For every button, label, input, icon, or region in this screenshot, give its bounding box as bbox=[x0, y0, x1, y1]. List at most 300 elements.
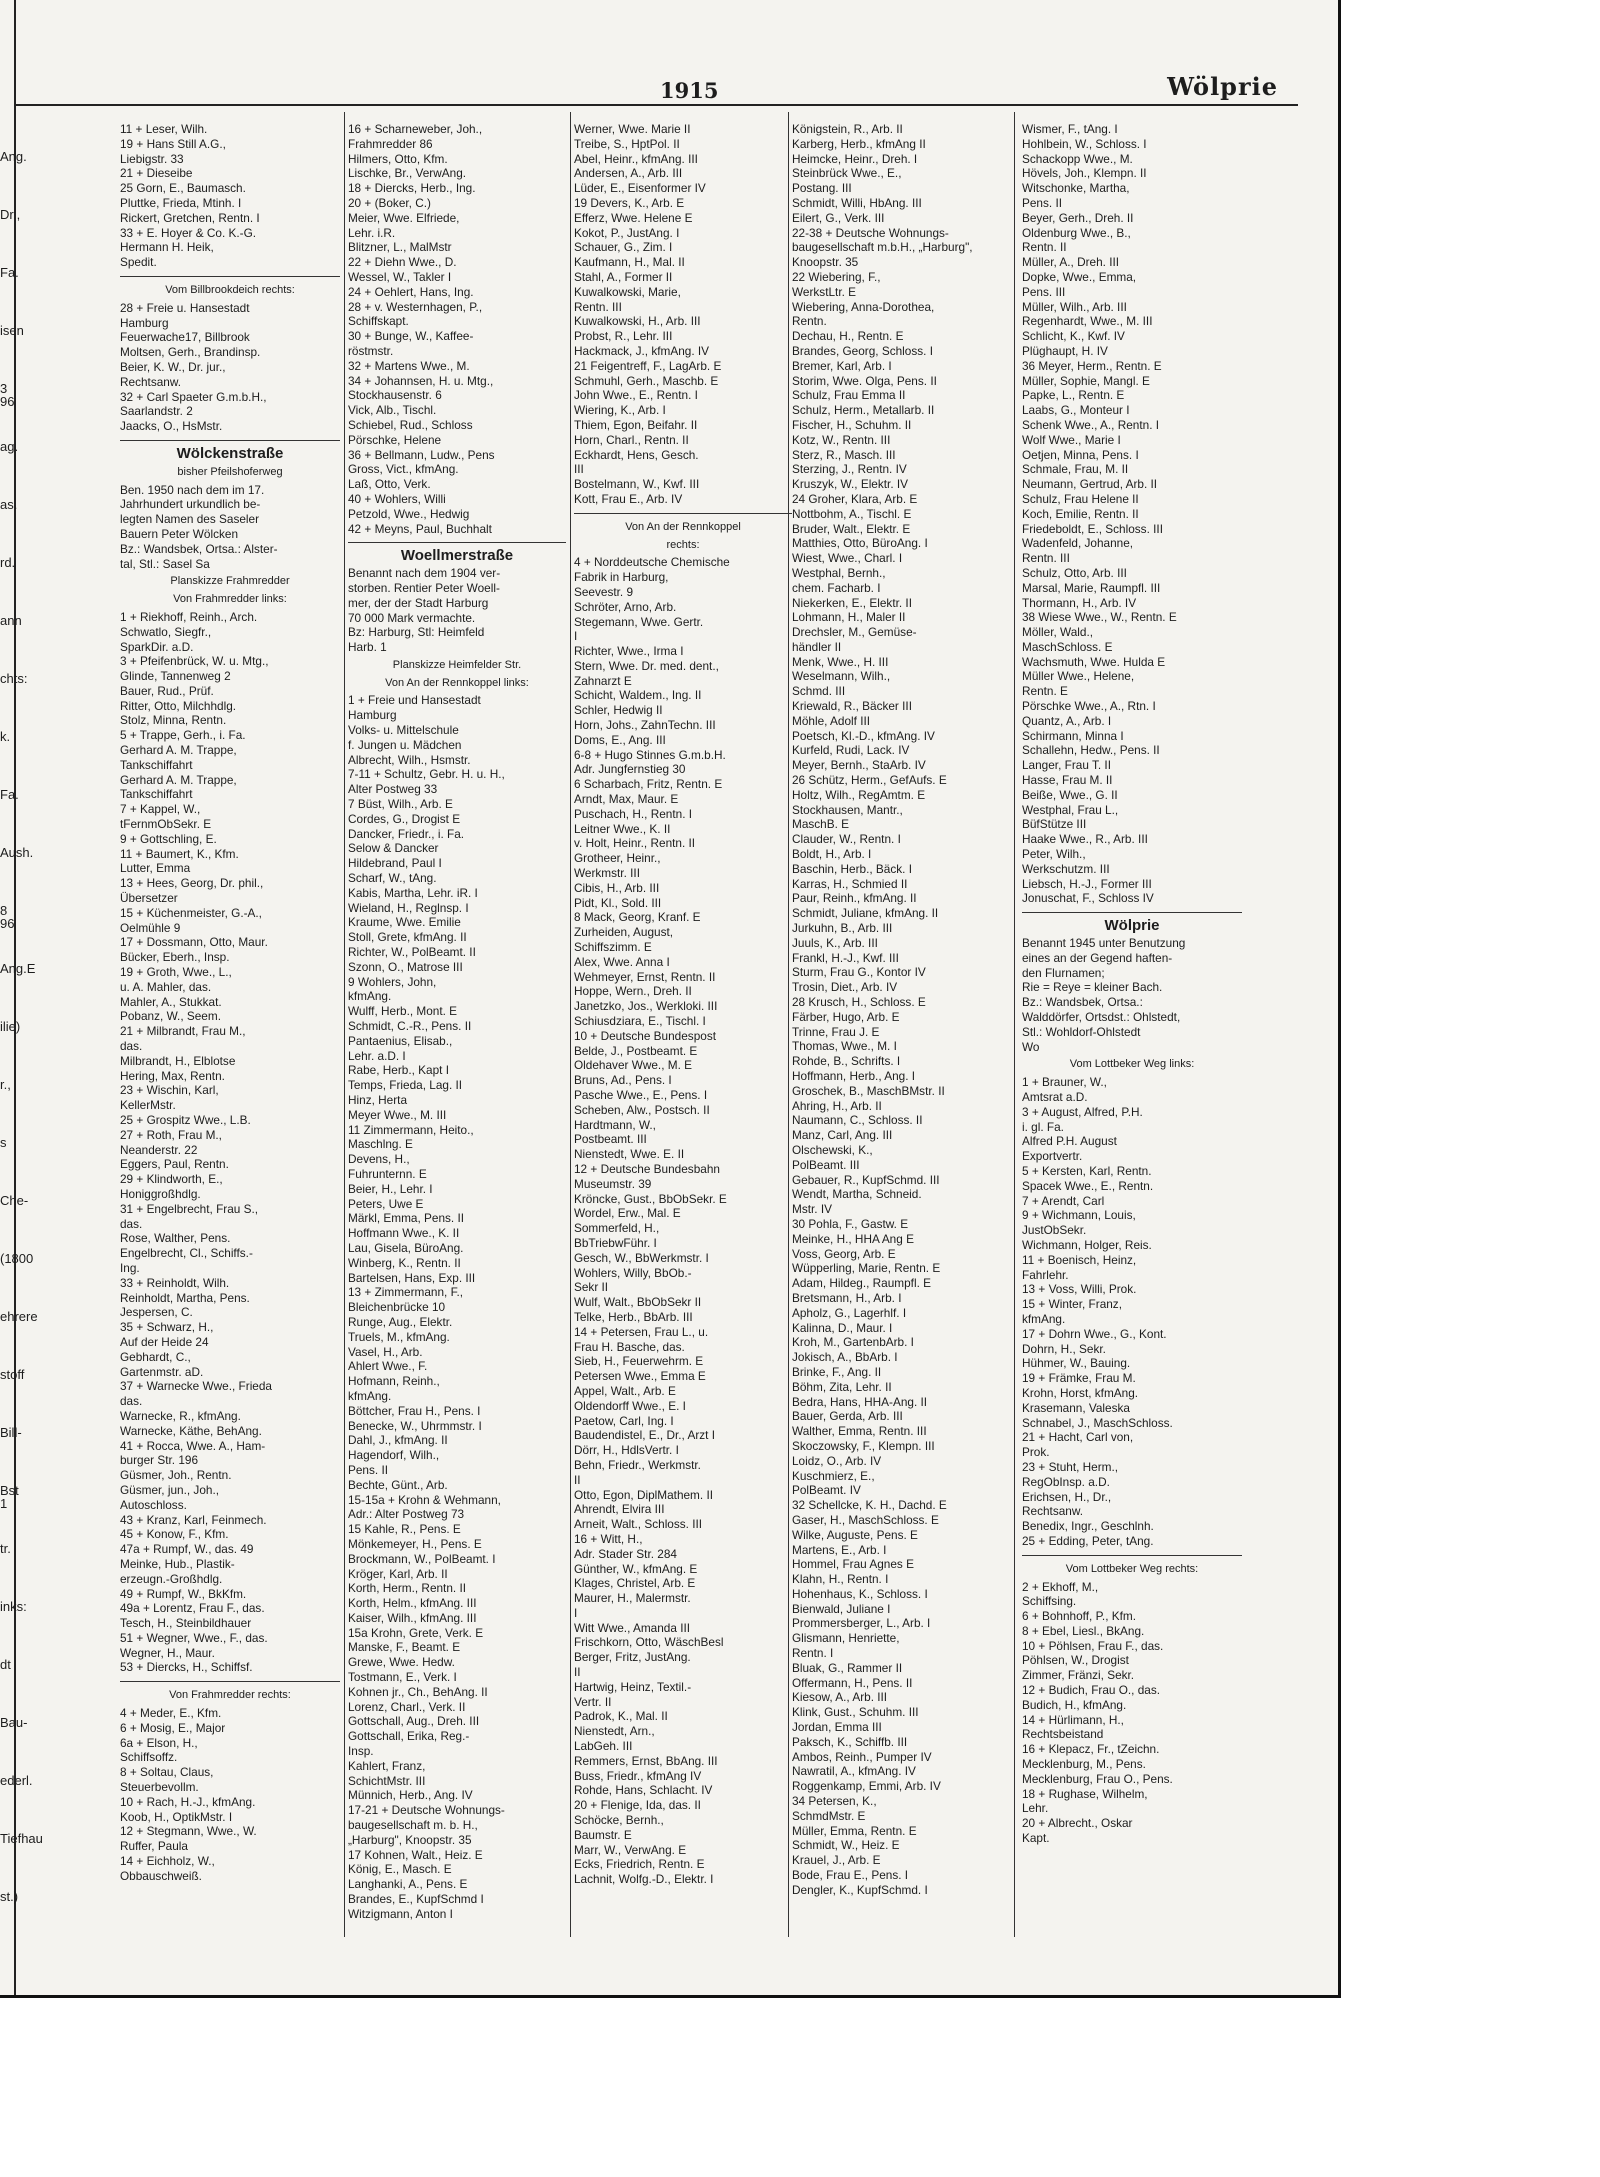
directory-entry: 49a + Lorentz, Frau F., das. bbox=[120, 1601, 265, 1616]
directory-entry: Gaser, H., MaschSchloss. E bbox=[792, 1512, 939, 1527]
margin-fragment: ederl. bbox=[0, 1773, 33, 1788]
margin-fragment: Dr., bbox=[0, 207, 21, 222]
directory-entry: Insp. bbox=[348, 1744, 374, 1759]
directory-entry: LabGeh. III bbox=[574, 1739, 633, 1754]
margin-fragment: k. bbox=[0, 729, 11, 744]
margin-fragment: Ang. bbox=[0, 149, 27, 164]
directory-entry: Thomas, Wwe., M. I bbox=[792, 1039, 897, 1054]
directory-entry: Wismer, F., tAng. I bbox=[1022, 122, 1118, 136]
directory-entry: Pöhlsen, W., Drogist bbox=[1022, 1653, 1129, 1668]
header-keyword: Wölprie bbox=[1167, 72, 1278, 101]
directory-entry: 40 + Wohlers, Willi bbox=[348, 491, 446, 506]
directory-entry: 15a Krohn, Grete, Verk. E bbox=[348, 1625, 484, 1640]
margin-fragment: r., bbox=[0, 1077, 11, 1092]
directory-entry: Schmale, Frau, M. II bbox=[1022, 462, 1129, 477]
directory-entry: Karras, H., Schmied II bbox=[792, 876, 908, 891]
directory-entry: Petzold, Wwe., Hedwig bbox=[348, 506, 470, 521]
directory-entry: Hagendorf, Wilh., bbox=[348, 1448, 440, 1463]
directory-entry: Sekr II bbox=[574, 1280, 609, 1295]
directory-entry: Pörschke Wwe., A., Rtn. I bbox=[1022, 699, 1156, 714]
directory-entry: Peter, Wilh., bbox=[1022, 847, 1086, 862]
directory-entry: Wiebering, Anna-Dorothea, bbox=[792, 299, 935, 314]
directory-entry: Skoczowsky, F., Klempn. III bbox=[792, 1438, 935, 1453]
directory-entry: Schmidt, Willi, HbAng. III bbox=[792, 195, 922, 210]
directory-entry: Schenk Wwe., A., Rentn. I bbox=[1022, 417, 1160, 432]
directory-entry: Thiem, Egon, Beifahr. II bbox=[574, 417, 698, 432]
margin-fragment: Bill- bbox=[0, 1425, 22, 1440]
margin-fragment: ehrere bbox=[0, 1309, 38, 1324]
directory-entry: Prommersberger, L., Arb. I bbox=[792, 1616, 931, 1631]
directory-entry: Janetzko, Jos., Werkloki. III bbox=[574, 999, 718, 1014]
directory-entry: Frau H. Basche, das. bbox=[574, 1339, 685, 1354]
directory-entry: Moltsen, Gerh., Brandinsp. bbox=[120, 345, 261, 360]
directory-entry: Laß, Otto, Verk. bbox=[348, 477, 431, 492]
margin-fragment: chts: bbox=[0, 671, 28, 686]
directory-entry: 25 + Edding, Peter, tAng. bbox=[1022, 1533, 1154, 1548]
directory-entry: Trosin, Diet., Arb. IV bbox=[792, 980, 898, 995]
directory-entry: Frahmredder 86 bbox=[348, 136, 433, 151]
directory-entry: Lischke, Br., VerwAng. bbox=[348, 166, 467, 181]
margin-fragment: Ang.E bbox=[0, 961, 36, 976]
directory-entry: Beyer, Gerh., Dreh. II bbox=[1022, 210, 1134, 225]
directory-entry: Langer, Frau T. II bbox=[1022, 758, 1111, 773]
directory-entry: Wachsmuth, Wwe. Hulda E bbox=[1022, 654, 1166, 669]
directory-entry: Schicht, Waldem., Ing. II bbox=[574, 688, 702, 703]
directory-entry: Schiffsing. bbox=[1022, 1594, 1077, 1609]
margin-fragment: 8 96 bbox=[0, 903, 15, 931]
directory-entry: Hoppe, Wern., Dreh. II bbox=[574, 984, 692, 999]
directory-entry: Klages, Christel, Arb. E bbox=[574, 1576, 696, 1591]
directory-entry: 19 + Främke, Frau M. bbox=[1022, 1371, 1136, 1386]
directory-entry: Schler, Hedwig II bbox=[574, 703, 663, 718]
directory-entry: 2 + Ekhoff, M., bbox=[1022, 1579, 1099, 1594]
directory-entry: Haake Wwe., R., Arb. III bbox=[1022, 832, 1148, 847]
directory-entry: Rentn. II bbox=[1022, 240, 1067, 255]
directory-entry: das. bbox=[120, 1216, 143, 1231]
directory-entry: Krauel, J., Arb. E bbox=[792, 1853, 881, 1868]
directory-entry: Schmuhl, Gerh., Maschb. E bbox=[574, 373, 719, 388]
margin-fragment: Che- bbox=[0, 1193, 29, 1208]
directory-entry: Bremer, Karl, Arb. I bbox=[792, 358, 892, 373]
directory-entry: Leitner Wwe., K. II bbox=[574, 821, 671, 836]
directory-entry: Gartenmstr. aD. bbox=[120, 1364, 204, 1379]
directory-column-4 bbox=[792, 122, 1007, 1927]
directory-entry: Treibe, S., HptPol. II bbox=[574, 136, 680, 151]
directory-entry: Alex, Wwe. Anna I bbox=[574, 954, 670, 969]
directory-entry: Gross, Vict., kfmAng. bbox=[348, 462, 459, 477]
directory-entry: Belde, J., Postbeamt. E bbox=[574, 1043, 698, 1058]
directory-entry: Rentn. E bbox=[1022, 684, 1068, 699]
directory-entry: Tankschiffahrt bbox=[120, 757, 193, 772]
directory-entry: Schiffsoffz. bbox=[120, 1750, 178, 1765]
directory-column-3 bbox=[574, 122, 792, 1927]
street-title: Woellmerstraße bbox=[400, 547, 514, 565]
directory-entry: Tankschiffahrt bbox=[120, 787, 193, 802]
directory-entry: Schmidt, C.-R., Pens. II bbox=[348, 1019, 472, 1034]
directory-entry: Baumstr. E bbox=[574, 1827, 632, 1842]
directory-entry: 8 + Soltau, Claus, bbox=[120, 1765, 214, 1780]
directory-entry: 17 + Dossmann, Otto, Maur. bbox=[120, 935, 268, 950]
directory-entry: 9 + Gottschling, E. bbox=[120, 831, 217, 846]
directory-entry: 21 + Hacht, Carl von, bbox=[1022, 1430, 1134, 1445]
directory-entry: Krasemann, Valeska bbox=[1022, 1400, 1130, 1415]
directory-entry: Kabis, Martha, Lehr. iR. I bbox=[348, 885, 478, 900]
section-note: Vom Lottbeker Weg links: bbox=[1069, 1058, 1195, 1071]
directory-entry: Frischkorn, Otto, WäschBesl bbox=[574, 1635, 724, 1650]
directory-entry: 15 + Küchenmeister, G.-A., bbox=[120, 905, 262, 920]
directory-entry: Walddörfer, Ortsdst.: Ohlstedt, bbox=[1022, 1010, 1181, 1025]
directory-entry: I bbox=[574, 1605, 578, 1620]
directory-entry: Schwatlo, Siegfr., bbox=[120, 624, 212, 639]
directory-entry: Temps, Frieda, Lag. II bbox=[348, 1078, 463, 1093]
directory-entry: Horn, Charl., Rentn. II bbox=[574, 432, 689, 447]
directory-entry: 24 Groher, Klara, Arb. E bbox=[792, 491, 918, 506]
directory-entry: Ahlert Wwe., F. bbox=[348, 1359, 428, 1374]
directory-entry: Schröter, Arno, Arb. bbox=[574, 599, 677, 614]
directory-entry: 6 + Bohnhoff, P., Kfm. bbox=[1022, 1609, 1137, 1624]
directory-entry: Märkl, Emma, Pens. II bbox=[348, 1211, 465, 1226]
directory-entry: Regenhardt, Wwe., M. III bbox=[1022, 314, 1153, 329]
directory-entry: Exportvertr. bbox=[1022, 1149, 1083, 1164]
directory-entry: 16 + Klepacz, Fr., tZeichn. bbox=[1022, 1742, 1160, 1757]
margin-fragment: rd. bbox=[0, 555, 16, 570]
directory-entry: 19 + Groth, Wwe., L., bbox=[120, 965, 232, 980]
directory-entry: Warnecke, R., kfmAng. bbox=[120, 1408, 241, 1423]
directory-entry: Baschin, Herb., Bäck. I bbox=[792, 861, 912, 876]
directory-entry: 32 Schellcke, K. H., Dachd. E bbox=[792, 1498, 947, 1513]
directory-entry: Fahrlehr. bbox=[1022, 1267, 1069, 1282]
directory-entry: Mahler, A., Stukkat. bbox=[120, 994, 222, 1009]
directory-entry: Müller, A., Dreh. III bbox=[1022, 255, 1120, 270]
directory-entry: Menk, Wwe., H. III bbox=[792, 654, 889, 669]
directory-entry: 8 + Ebel, Liesl., BkAng. bbox=[1022, 1623, 1145, 1638]
directory-entry: 15 Kahle, R., Pens. E bbox=[348, 1522, 461, 1537]
directory-entry: 36 + Bellmann, Ludw., Pens bbox=[348, 447, 495, 462]
directory-entry: Harb. 1 bbox=[348, 640, 387, 655]
directory-entry: Kaufmann, H., Mal. II bbox=[574, 255, 685, 270]
directory-entry: Lehr. bbox=[1022, 1801, 1049, 1816]
directory-entry: 25 Gorn, E., Baumasch. bbox=[120, 181, 246, 196]
directory-entry: 15 + Winter, Franz, bbox=[1022, 1297, 1122, 1312]
directory-entry: Korth, Helm., kfmAng. III bbox=[348, 1596, 477, 1611]
directory-entry: Oldendorff Wwe., E. I bbox=[574, 1398, 686, 1413]
directory-entry: Paur, Reinh., kfmAng. II bbox=[792, 891, 917, 906]
directory-entry: Günther, W., kfmAng. E bbox=[574, 1561, 698, 1576]
directory-entry: Rabe, Herb., Kapt I bbox=[348, 1063, 449, 1078]
directory-entry: Postbeamt. III bbox=[574, 1132, 647, 1147]
margin-fragment: (1800 bbox=[0, 1251, 34, 1266]
directory-entry: Laabs, G., Monteur I bbox=[1022, 403, 1130, 418]
directory-column-1 bbox=[120, 122, 340, 1927]
directory-entry: Hohlbein, W., Schloss. I bbox=[1022, 136, 1147, 151]
section-rule bbox=[120, 276, 340, 277]
directory-entry: Baudendistel, E., Dr., Arzt I bbox=[574, 1428, 715, 1443]
directory-entry: Hering, Max, Rentn. bbox=[120, 1068, 225, 1083]
directory-entry: v. Holt, Heinr., Rentn. II bbox=[574, 836, 696, 851]
directory-entry: Bauer, Rud., Prüf. bbox=[120, 683, 214, 698]
section-rule bbox=[120, 440, 340, 441]
directory-entry: Königstein, R., Arb. II bbox=[792, 122, 903, 136]
directory-entry: Schirmann, Minna I bbox=[1022, 728, 1124, 743]
directory-entry: 41 + Rocca, Wwe. A., Ham- bbox=[120, 1438, 266, 1453]
directory-entry: Eggers, Paul, Rentn. bbox=[120, 1157, 229, 1172]
directory-entry: Hommel, Frau Agnes E bbox=[792, 1557, 914, 1572]
directory-entry: Wadenfeld, Johanne, bbox=[1022, 536, 1134, 551]
directory-entry: Hövels, Joh., Klempn. II bbox=[1022, 166, 1147, 181]
directory-entry: Liebigstr. 33 bbox=[120, 151, 184, 166]
directory-entry: Plüghaupt, H. IV bbox=[1022, 343, 1108, 358]
directory-entry: Boldt, H., Arb. I bbox=[792, 847, 872, 862]
column-divider bbox=[570, 112, 571, 1937]
directory-entry: Devens, H., bbox=[348, 1152, 410, 1167]
directory-entry: Jokisch, A., BbArb. I bbox=[792, 1350, 898, 1365]
directory-entry: Dengler, K., KupfSchmd. I bbox=[792, 1882, 928, 1897]
directory-entry: Warnecke, Käthe, BehAng. bbox=[120, 1423, 262, 1438]
directory-entry: Pobanz, W., Seem. bbox=[120, 1009, 221, 1024]
directory-entry: PolBeamt. III bbox=[792, 1157, 860, 1172]
directory-entry: Cordes, G., Drogist E bbox=[348, 811, 461, 826]
directory-entry: 16 + Witt, H., bbox=[574, 1531, 643, 1546]
directory-entry: 35 + Schwarz, H., bbox=[120, 1320, 214, 1335]
directory-entry: Abel, Heinr., kfmAng. III bbox=[574, 151, 698, 166]
directory-entry: Müller, Sophie, Mangl. E bbox=[1022, 373, 1150, 388]
directory-entry: Schackopp Wwe., M. bbox=[1022, 151, 1133, 166]
directory-entry: baugesellschaft m.b.H., „Harburg", bbox=[792, 240, 973, 255]
directory-entry: JustObSekr. bbox=[1022, 1223, 1087, 1238]
directory-entry: Marsal, Marie, Raumpfl. III bbox=[1022, 580, 1161, 595]
directory-entry: Meyer, Bernh., StaArb. IV bbox=[792, 758, 926, 773]
directory-entry: Scheben, Alw., Postsch. II bbox=[574, 1102, 710, 1117]
directory-entry: Behn, Friedr., Werkmstr. bbox=[574, 1457, 701, 1472]
directory-entry: Naumann, C., Schloss. II bbox=[792, 1113, 923, 1128]
directory-entry: 5 + Trappe, Gerh., i. Fa. bbox=[120, 728, 246, 743]
directory-entry: Nawratil, A., kfmAng. IV bbox=[792, 1764, 916, 1779]
directory-entry: 43 + Kranz, Karl, Feinmech. bbox=[120, 1512, 267, 1527]
directory-entry: Brandes, E., KupfSchmd I bbox=[348, 1892, 484, 1907]
directory-entry: Bienwald, Juliane I bbox=[792, 1601, 891, 1616]
directory-entry: SparkDir. a.D. bbox=[120, 639, 194, 654]
directory-entry: Arndt, Max, Maur. E bbox=[574, 792, 679, 807]
directory-entry: KellerMstr. bbox=[120, 1098, 176, 1113]
directory-entry: Bedra, Hans, HHA-Ang. II bbox=[792, 1394, 928, 1409]
directory-entry: Schulz, Frau Emma II bbox=[792, 388, 906, 403]
directory-entry: Peters, Uwe E bbox=[348, 1196, 424, 1211]
directory-entry: Kröncke, Gust., BbObSekr. E bbox=[574, 1191, 727, 1206]
directory-entry: 32 + Martens Wwe., M. bbox=[348, 358, 470, 373]
directory-entry: Oelmühle 9 bbox=[120, 920, 181, 935]
directory-entry: 20 + Albrecht., Oskar bbox=[1022, 1816, 1133, 1831]
directory-entry: Oldenburg Wwe., B., bbox=[1022, 225, 1131, 240]
margin-fragment: ag. bbox=[0, 439, 19, 454]
section-note: Von An der Rennkoppel bbox=[625, 520, 741, 533]
directory-entry: Wulff, Herb., Mont. E bbox=[348, 1004, 458, 1019]
directory-entry: Hildebrand, Paul I bbox=[348, 856, 442, 871]
directory-entry: Hackmack, J., kfmAng. IV bbox=[574, 343, 710, 358]
directory-entry: 32 + Carl Spaeter G.m.b.H., bbox=[120, 389, 267, 404]
directory-entry: Kohnen jr., Ch., BehAng. II bbox=[348, 1684, 488, 1699]
directory-entry: Dörr, H., HdlsVertr. I bbox=[574, 1443, 679, 1458]
directory-entry: Kuschmierz, E., bbox=[792, 1468, 875, 1483]
margin-fragment: Bst 1 bbox=[0, 1483, 19, 1511]
directory-entry: kfmAng. bbox=[1022, 1311, 1066, 1326]
directory-entry: Bauer, Gerda, Arb. III bbox=[792, 1409, 903, 1424]
directory-entry: Jordan, Emma III bbox=[792, 1720, 882, 1735]
directory-entry: Meyer Wwe., M. III bbox=[348, 1107, 447, 1122]
directory-entry: Hartwig, Heinz, Textil.- bbox=[574, 1679, 692, 1694]
directory-entry: Kraume, Wwe. Emilie bbox=[348, 915, 461, 930]
directory-entry: Ing. bbox=[120, 1260, 140, 1275]
directory-entry: Adr.: Alter Postweg 73 bbox=[348, 1507, 465, 1522]
directory-entry: Steuerbevollm. bbox=[120, 1780, 199, 1795]
directory-entry: Adr. Stader Str. 284 bbox=[574, 1546, 677, 1561]
directory-entry: Kurfeld, Rudi, Lack. IV bbox=[792, 743, 910, 758]
directory-entry: legten Namen des Saseler bbox=[120, 512, 260, 527]
section-rule bbox=[348, 542, 566, 543]
directory-entry: das. bbox=[120, 1039, 143, 1054]
directory-entry: Ritter, Otto, Milchhdlg. bbox=[120, 698, 237, 713]
directory-entry: Bruder, Walt., Elektr. E bbox=[792, 521, 911, 536]
directory-entry: 1 + Riekhoff, Reinh., Arch. bbox=[120, 609, 258, 624]
directory-entry: Truels, M., kfmAng. bbox=[348, 1329, 450, 1344]
directory-entry: Poetsch, Kl.-D., kfmAng. IV bbox=[792, 728, 935, 743]
street-title: Wölprie bbox=[1104, 917, 1160, 935]
directory-entry: 17 + Dohrn Wwe., G., Kont. bbox=[1022, 1326, 1167, 1341]
directory-entry: König, E., Masch. E bbox=[348, 1862, 452, 1877]
directory-entry: Rechtsanw. bbox=[120, 374, 181, 389]
directory-entry: PolBeamt. IV bbox=[792, 1483, 861, 1498]
directory-entry: Grotheer, Heinr., bbox=[574, 851, 661, 866]
directory-entry: 17-21 + Deutsche Wohnungs- bbox=[348, 1803, 505, 1818]
directory-entry: Wüpperling, Marie, Rentn. E bbox=[792, 1261, 941, 1276]
directory-entry: tal, Stl.: Sasel Sa bbox=[120, 556, 210, 571]
directory-entry: Bz.: Wandsbek, Ortsa.: Alster- bbox=[120, 541, 278, 556]
directory-entry: Oldehaver Wwe., M. E bbox=[574, 1058, 693, 1073]
section-note: rechts: bbox=[666, 538, 700, 551]
directory-entry: Hermann H. Heik, bbox=[120, 240, 214, 255]
directory-entry: Hühmer, W., Bauing. bbox=[1022, 1356, 1131, 1371]
directory-entry: 37 + Warnecke Wwe., Frieda bbox=[120, 1379, 272, 1394]
directory-entry: 6a + Elson, H., bbox=[120, 1735, 198, 1750]
directory-entry: MaschB. E bbox=[792, 817, 850, 832]
directory-entry: Weselmann, Wilh., bbox=[792, 669, 891, 684]
directory-entry: Hoffmann Wwe., K. II bbox=[348, 1226, 460, 1241]
directory-entry: Runge, Aug., Elektr. bbox=[348, 1314, 453, 1329]
directory-entry: Nienstedt, Arn., bbox=[574, 1724, 655, 1739]
directory-entry: 15-15a + Krohn & Wehmann, bbox=[348, 1492, 501, 1507]
directory-entry: Kiesow, A., Arb. III bbox=[792, 1690, 888, 1705]
directory-entry: Wulf, Walt., BbObSekr II bbox=[574, 1295, 702, 1310]
directory-entry: Bode, Frau E., Pens. I bbox=[792, 1868, 909, 1883]
directory-entry: Hilmers, Otto, Kfm. bbox=[348, 151, 448, 166]
directory-entry: Pens. II bbox=[1022, 195, 1062, 210]
directory-entry: Albrecht, Wilh., Hsmstr. bbox=[348, 752, 471, 767]
directory-entry: chem. Facharb. I bbox=[792, 580, 881, 595]
directory-entry: Schauer, G., Zim. I bbox=[574, 240, 673, 255]
directory-entry: Rechtsanw. bbox=[1022, 1504, 1083, 1519]
directory-entry: Gebauer, R., KupfSchmd. III bbox=[792, 1172, 940, 1187]
margin-fragment: st.) bbox=[0, 1889, 19, 1904]
directory-entry: 49 + Rumpf, W., BkKfm. bbox=[120, 1586, 247, 1601]
directory-entry: Selow & Dancker bbox=[348, 841, 439, 856]
directory-entry: Lohmann, H., Maler II bbox=[792, 610, 906, 625]
directory-entry: Lachnit, Wolfg.-D., Elektr. I bbox=[574, 1872, 714, 1887]
section-rule bbox=[1022, 912, 1242, 913]
directory-entry: Richter, W., PolBeamt. II bbox=[348, 945, 476, 960]
directory-entry: 18 + Diercks, Herb., Ing. bbox=[348, 181, 476, 196]
directory-entry: Hohenhaus, K., Schloss. I bbox=[792, 1586, 928, 1601]
directory-entry: Lutter, Emma bbox=[120, 861, 191, 876]
directory-entry: 1 + Brauner, W., bbox=[1022, 1075, 1107, 1090]
section-rule bbox=[1022, 1555, 1242, 1556]
column-divider bbox=[344, 112, 345, 1937]
directory-entry: Rohde, Hans, Schlacht. IV bbox=[574, 1783, 713, 1798]
directory-entry: Pluttke, Frieda, Mtinh. I bbox=[120, 195, 242, 210]
directory-entry: Storim, Wwe. Olga, Pens. II bbox=[792, 373, 937, 388]
directory-entry: Otto, Egon, DiplMathem. II bbox=[574, 1487, 713, 1502]
directory-entry: Groschek, B., MaschBMstr. II bbox=[792, 1083, 945, 1098]
directory-entry: Holtz, Wilh., RegAmtm. E bbox=[792, 787, 926, 802]
directory-entry: 17 Kohnen, Walt., Heiz. E bbox=[348, 1847, 483, 1862]
directory-entry: 19 Devers, K., Arb. E bbox=[574, 195, 685, 210]
directory-entry: 36 Meyer, Herm., Rentn. E bbox=[1022, 358, 1162, 373]
directory-entry: 4 + Norddeutsche Chemische bbox=[574, 555, 730, 570]
directory-entry: Mstr. IV bbox=[792, 1202, 832, 1217]
directory-entry: 22 Wiebering, F., bbox=[792, 269, 881, 284]
directory-entry: Prok. bbox=[1022, 1445, 1050, 1460]
directory-entry: Witt Wwe., Amanda III bbox=[574, 1620, 691, 1635]
directory-entry: Thormann, H., Arb. IV bbox=[1022, 595, 1137, 610]
directory-entry: Münnich, Herb., Ang. IV bbox=[348, 1788, 473, 1803]
directory-entry: Rentn. bbox=[792, 314, 827, 329]
directory-entry: 23 + Stuht, Herm., bbox=[1022, 1459, 1119, 1474]
directory-entry: 20 + (Boker, C.) bbox=[348, 195, 431, 210]
directory-entry: Buss, Friedr., kfmAng IV bbox=[574, 1768, 702, 1783]
margin-fragment: Aush. bbox=[0, 845, 34, 860]
directory-entry: „Harburg", Knoopstr. 35 bbox=[348, 1832, 472, 1847]
directory-entry: kfmAng. bbox=[348, 989, 392, 1004]
directory-entry: Richter, Wwe., Irma I bbox=[574, 644, 684, 659]
directory-entry: Dohrn, H., Sekr. bbox=[1022, 1341, 1106, 1356]
directory-entry: Knoopstr. 35 bbox=[792, 255, 859, 270]
directory-entry: Beier, K. W., Dr. jur., bbox=[120, 359, 226, 374]
directory-entry: 11 + Leser, Wilh. bbox=[120, 122, 208, 136]
directory-entry: Puschach, H., Rentn. I bbox=[574, 806, 693, 821]
directory-entry: 47a + Rumpf, W., das. 49 bbox=[120, 1542, 254, 1557]
directory-entry: Ben. 1950 nach dem im 17. bbox=[120, 482, 265, 497]
directory-entry: Schöcke, Bernh., bbox=[574, 1813, 664, 1828]
directory-entry: Kruszyk, W., Elektr. IV bbox=[792, 477, 909, 492]
directory-entry: Sturm, Frau G., Kontor IV bbox=[792, 965, 926, 980]
directory-entry: Steinbrück Wwe., E., bbox=[792, 166, 902, 181]
section-note: bisher Pfeilshoferweg bbox=[177, 465, 283, 478]
directory-entry: Beier, H., Lehr. I bbox=[348, 1181, 433, 1196]
directory-entry: kfmAng. bbox=[348, 1388, 392, 1403]
directory-entry: 22-38 + Deutsche Wohnungs- bbox=[792, 225, 949, 240]
directory-entry: Bluak, G., Rammer II bbox=[792, 1660, 903, 1675]
directory-entry: II bbox=[574, 1665, 581, 1680]
directory-entry: Manske, F., Beamt. E bbox=[348, 1640, 461, 1655]
directory-entry: 28 + v. Westernhagen, P., bbox=[348, 299, 483, 314]
directory-entry: Wichmann, Holger, Reis. bbox=[1022, 1237, 1152, 1252]
directory-entry: 1 + Freie und Hansestadt bbox=[348, 693, 481, 708]
directory-entry: Adam, Hildeg., Raumpfl. E bbox=[792, 1276, 931, 1291]
directory-entry: Vasel, H., Arb. bbox=[348, 1344, 423, 1359]
directory-entry: Bartelsen, Hans, Exp. III bbox=[348, 1270, 476, 1285]
directory-entry: Manz, Carl, Ang. III bbox=[792, 1128, 893, 1143]
directory-entry: Bostelmann, W., Kwf. III bbox=[574, 477, 700, 492]
directory-entry: 11 + Boenisch, Heinz, bbox=[1022, 1252, 1137, 1267]
directory-entry: Schiusdziara, E., Tischl. I bbox=[574, 1014, 706, 1029]
